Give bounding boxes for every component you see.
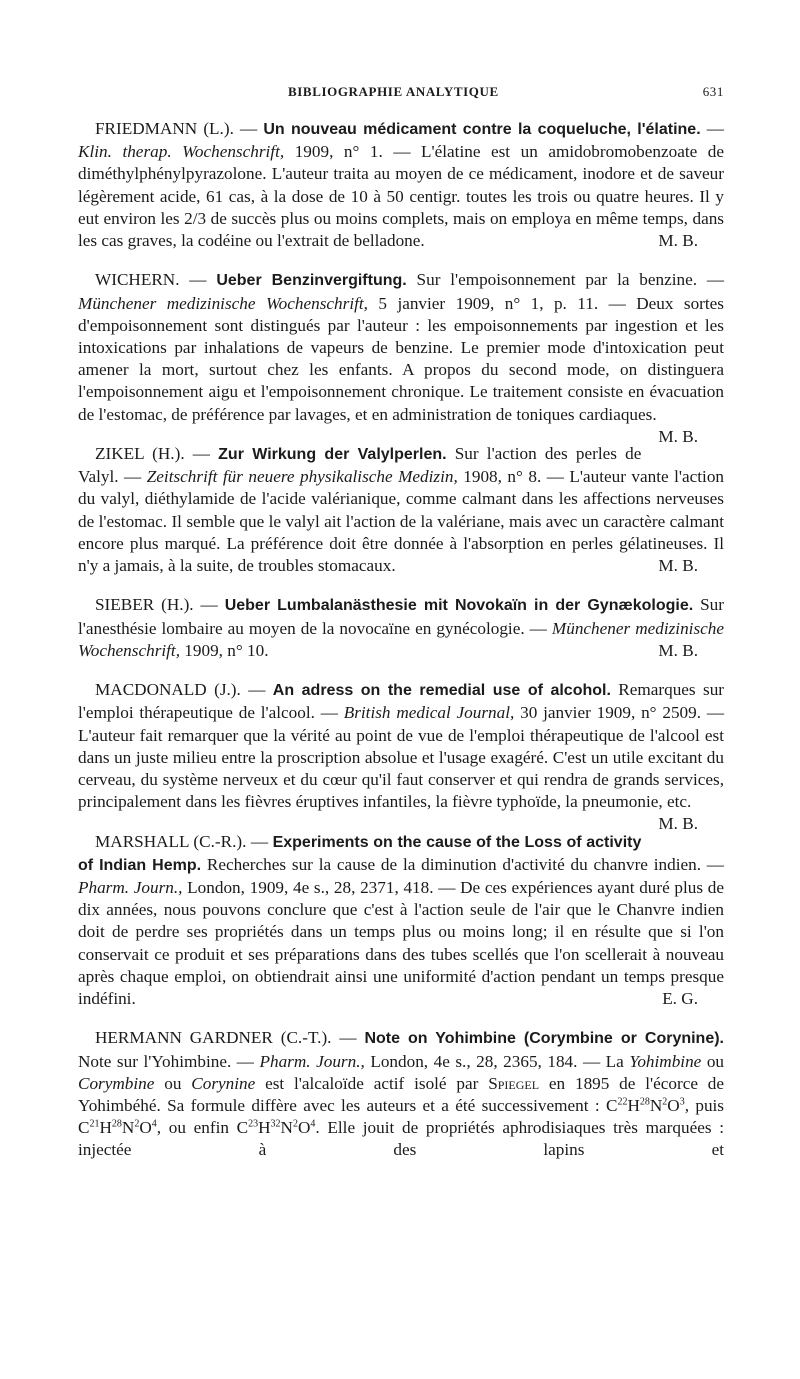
page-header	[78, 84, 724, 106]
entry-author: ZIKEL (H.).	[95, 444, 185, 464]
entry-journal: Zeitschrift für neuere physikalische Medizin,	[146, 467, 458, 487]
entry-journal: Pharm. Journ.,	[259, 1051, 365, 1071]
formula-subscript: 22	[617, 1096, 628, 1108]
entry-author: MARSHALL (C.-R.).	[95, 831, 247, 851]
formula-subscript: 2	[662, 1096, 668, 1108]
bibliography-entry: ZIKEL (H.). — Zur Wirkung der Valylperlen. Sur l'action des perles de Valyl. — Zeitschrift für neuere physikalische Medizin, 1908, n° 8. — L'auteur vante l'action du valyl, diéthylamide de l'acide valérianique, comme calmant dans les affections nerveuses de l'estomac. Il semble que le valyl ait l'action de la valériane, mais avec un caractère calmant encore plus marqué. La préférence doit être donnée à l'absorption en perles gélatineuses. Il n'y a jamais, à la suite, de troubles stomacaux. M. B.	[78, 443, 724, 577]
formula-subscript: 4	[151, 1118, 157, 1130]
entry-author: WICHERN.	[95, 270, 180, 290]
formula-subscript: 4	[310, 1118, 316, 1130]
entry-title: An adress on the remedial use of alcohol.	[272, 682, 611, 700]
entry-author: SIEBER (H.).	[95, 595, 194, 615]
formula-subscript: 23	[248, 1118, 259, 1130]
bibliography-entry: HERMANN GARDNER (C.-T.). — Note on Yohimbine (Corymbine or Corynine). Note sur l'Yohimbine. — Pharm. Journ., London, 4e s., 28, 2365, 184. — La Yohimbine ou Corymbine ou Corynine est l'alcaloïde actif isolé par Spiegel en 1895 de l'écorce de Yohimbéhé. Sa formule diffère avec les auteurs et a été successivement : $C^{22}H^{28}N^2O^3$, puis $C^{21}H^{28}N^2O^4$, ou enfin $C^{23}H^{32}N^2O^4$. Elle jouit de propriétés aphrodisiaques très marquées : injectée à des lapins et	[78, 1028, 725, 1160]
running-title: BIBLIOGRAPHIE ANALYTIQUE	[288, 84, 499, 99]
formula-subscript: 2	[292, 1118, 298, 1130]
entry-title: Zur Wirkung der Valylperlen.	[218, 446, 447, 464]
bibliography-entry: FRIEDMANN (L.). — Un nouveau médicament contre la coqueluche, l'élatine. — Klin. therap. Wochenschrift, 1909, n° 1. — L'élatine est un amidobromobenzoate de diméthylphénylpyrazolone. L'auteur traita au moyen de ce médicament, inodore et de saveur légèrement acide, 61 cas, à la dose de 10 à 50 centigr. toutes les trois ou quatre heures. Il y eut environ les 2/3 de succès plus ou moins complets, mais on employa en même temps, dans les cas graves, la codéine ou l'extrait de belladone. M. B.	[78, 118, 724, 252]
alkaloid-name: Corynine	[191, 1073, 256, 1093]
formula-subscript: 28	[111, 1118, 122, 1130]
entry-title: Experiments on the cause of the Loss of activity of Indian Hemp.	[78, 833, 642, 874]
entry-signature: M. B.	[658, 814, 698, 834]
entry-title: Note on Yohimbine (Corymbine or Corynine).	[364, 1030, 725, 1048]
entry-signature: M. B.	[658, 556, 698, 576]
entry-signature: M. B.	[658, 426, 698, 446]
entry-signature: E. G.	[662, 989, 698, 1009]
entry-journal: Münchener medizinische Wochenschrift,	[78, 618, 724, 660]
entry-title: Ueber Lumbalanästhesie mit Novokaïn in der Gynækologie.	[224, 597, 694, 615]
person-name: Spiegel	[488, 1073, 540, 1093]
bibliography-entry: MARSHALL (C.-R.). — Experiments on the cause of the Loss of activity of Indian Hemp. Recherches sur la cause de la diminution d'activité du chanvre indien. — Pharm. Journ., London, 1909, 4e s., 28, 2371, 418. — De ces expériences ayant duré plus de dix années, nous pouvons conclure que c'est à l'action seule de l'air que le Chanvre indien doit de perdre ses propriétés dans un temps plus ou moins long; il en résulte que si l'on conservait ce produit et ses préparations dans des tubes scellés que l'on scellerait à nouveau après chaque emploi, on obtiendrait ainsi une uniformité d'action pendant un temps presque indéfini. E. G.	[78, 831, 724, 1011]
entry-signature: M. B.	[658, 640, 698, 660]
entry-journal: Pharm. Journ.,	[78, 878, 183, 898]
entry-author: HERMANN GARDNER (C.-T.).	[95, 1028, 332, 1048]
entry-journal: British medical Journal,	[343, 703, 515, 723]
formula-subscript: 32	[270, 1118, 281, 1130]
page	[78, 84, 724, 1179]
entry-title: Un nouveau médicament contre la coqueluche, l'élatine.	[263, 121, 701, 138]
entry-title: Ueber Benzinvergiftung.	[216, 272, 407, 290]
alkaloid-name: Yohimbine	[629, 1051, 702, 1071]
page-number: 631	[702, 84, 724, 99]
entry-signature: M. B.	[658, 231, 698, 251]
bibliography-entry: SIEBER (H.). — Ueber Lumbalanästhesie mit Novokaïn in der Gynækologie. Sur l'anesthésie lombaire au moyen de la novocaïne en gynécologie. — Münchener medizinische Wochenschrift, 1909, n° 10. M. B.	[78, 594, 724, 662]
entry-author: MACDONALD (J.).	[95, 680, 241, 700]
alkaloid-name: Corymbine	[78, 1073, 155, 1093]
entry-author: FRIEDMANN (L.).	[95, 119, 234, 138]
bibliography-entry: WICHERN. — Ueber Benzinvergiftung. Sur l'empoisonnement par la benzine. — Münchener medizinische Wochenschrift, 5 janvier 1909, n° 1, p. 11. — Deux sortes d'empoisonnement sont distingués par l'auteur : les empoisonnements par ingestion et les intoxications par inhalations de vapeurs de benzine. Le premier mode d'intoxication peut amener la mort, surtout chez les enfants. A propos du second mode, on distinguera l'empoisonnement aigu et l'empoisonnement chronique. Le traitement consiste en évacuation de l'estomac, de préférence par lavages, et en administration de toniques cardiaques. M. B.	[78, 269, 724, 425]
bibliography-entry: MACDONALD (J.). — An adress on the remedial use of alcohol. Remarques sur l'emploi thérapeutique de l'alcool. — British medical Journal, 30 janvier 1909, n° 2509. — L'auteur fait remarquer que la vérité au point de vue de l'emploi thérapeutique de l'alcool est dans un juste milieu entre la proscription absolue et l'usage exagéré. C'est un utile excitant du cerveau, du système nerveux et du cœur qu'il faut conserver et qui rendra de grands services, principalement dans les fièvres éruptives infantiles, la fièvre typhoïde, la pneumonie, etc. M. B.	[78, 679, 724, 813]
formula-subscript: 28	[639, 1096, 650, 1108]
entry-journal: Klin. therap. Wochenschrift,	[78, 142, 285, 162]
entry-journal: Münchener medizinische Wochenschrift,	[78, 293, 368, 313]
formula-subscript: 2	[134, 1118, 140, 1130]
formula-subscript: 21	[89, 1118, 100, 1130]
formula-subscript: 3	[679, 1096, 685, 1108]
